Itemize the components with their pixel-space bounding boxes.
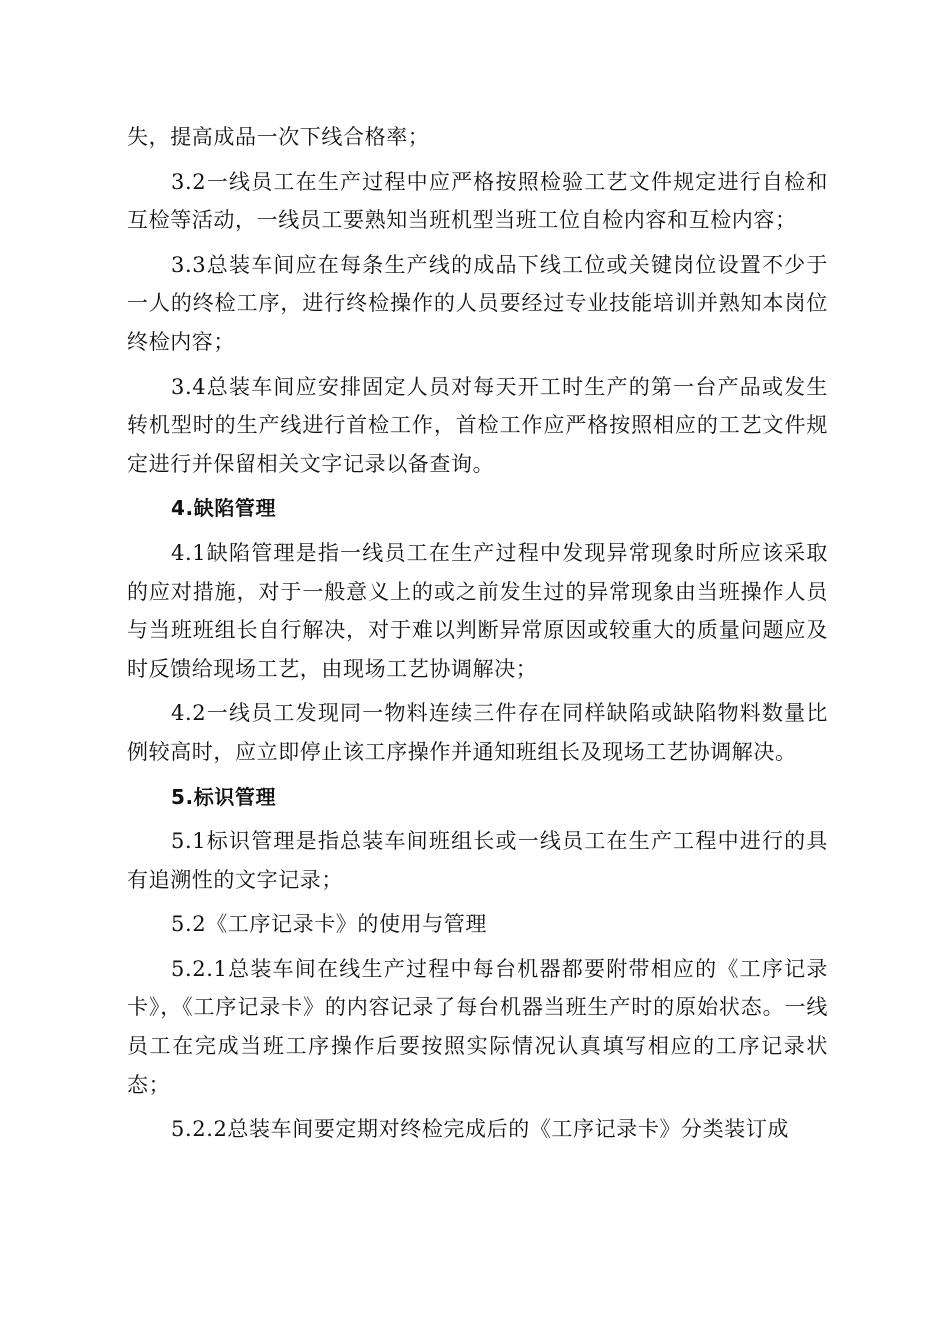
paragraph-5-1: 5.1标识管理是指总装车间班组长或一线员工在生产工程中进行的具有追溯性的文字记录；	[127, 829, 828, 892]
paragraph-5-2-2: 5.2.2总装车间要定期对终检完成后的《工序记录卡》分类装订成	[171, 1117, 790, 1142]
paragraph-5-2-1: 5.2.1总装车间在线生产过程中每台机器都要附带相应的《工序记录卡》，《工序记录卡》的内容记录了每台机器当班生产时的原始状态。一线员工在完成当班工序操作后要按照实际情况认真填写相应的工序记录状态；	[127, 956, 828, 1097]
section-heading-defect-management: 4.缺陷管理	[171, 496, 277, 521]
paragraph-4-2: 4.2一线员工发现同一物料连续三件存在同样缺陷或缺陷物料数量比例较高时，应立即停止该工序操作并通知班组长及现场工艺协调解决。	[127, 701, 828, 764]
section-heading-identification-management: 5.标识管理	[171, 784, 277, 809]
paragraph-3-4: 3.4总装车间应安排固定人员对每天开工时生产的第一台产品或发生转机型时的生产线进行首检工作，首检工作应严格按照相应的工艺文件规定进行并保留相关文字记录以备查询。	[127, 374, 828, 476]
paragraph-5-2: 5.2《工序记录卡》的使用与管理	[171, 912, 487, 937]
paragraph-continuation: 失，提高成品一次下线合格率；	[127, 125, 430, 149]
paragraph-3-2: 3.2一线员工在生产过程中应严格按照检验工艺文件规定进行自检和互检等活动，一线员工要熟知当班机型当班工位自检内容和互检内容；	[127, 169, 828, 233]
paragraph-4-1: 4.1缺陷管理是指一线员工在生产过程中发现异常现象时所应该采取的应对措施，对于一般意义上的或之前发生过的异常现象由当班操作人员与当班班组长自行解决，对于难以判断异常原因或较重大的质量问题应及时反馈给现场工艺，由现场工艺协调解决；	[127, 540, 828, 681]
paragraph-3-3: 3.3总装车间应在每条生产线的成品下线工位或关键岗位设置不少于一人的终检工序，进行终检操作的人员要经过专业技能培训并熟知本岗位终检内容；	[127, 252, 828, 354]
